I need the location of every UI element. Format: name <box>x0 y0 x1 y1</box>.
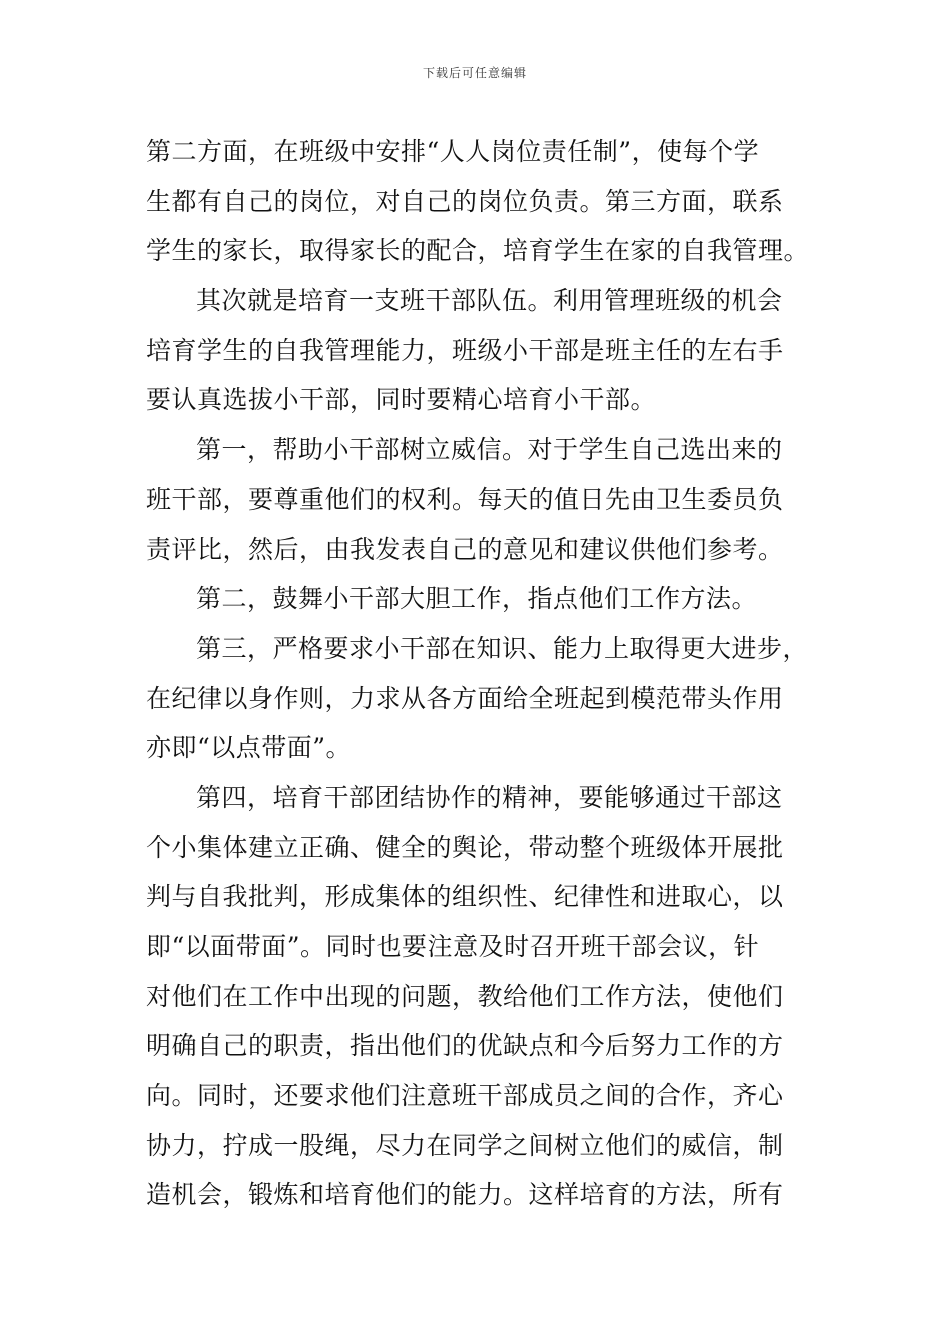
text-line: 责评比，然后，由我发表自己的意见和建议供他们参考。 <box>146 534 784 564</box>
text-line: 向。同时，还要求他们注意班干部成员之间的合作，齐心 <box>146 1081 784 1111</box>
paragraph-first-line: 第二，鼓舞小干部大胆工作，指点他们工作方法。 <box>196 584 758 614</box>
text-line: 生都有自己的岗位，对自己的岗位负责。第三方面，联系 <box>146 186 784 216</box>
text-line: 要认真选拔小干部，同时要精心培育小干部。 <box>146 385 657 415</box>
page-header: 下载后可任意编辑 <box>422 66 527 80</box>
text-line: 个小集体建立正确、健全的舆论，带动整个班级体开展批 <box>146 832 784 862</box>
text-line: 对他们在工作中出现的问题，教给他们工作方法，使他们 <box>146 981 784 1011</box>
text-line: 造机会，锻炼和培育他们的能力。这样培育的方法，所有 <box>146 1180 784 1210</box>
paragraph-first-line: 其次就是培育一支班干部队伍。利用管理班级的机会 <box>196 286 783 316</box>
text-line: 亦即“以点带面”。 <box>146 733 352 763</box>
text-line: 培育学生的自我管理能力，班级小干部是班主任的左右手 <box>146 335 784 365</box>
text-line: 判与自我批判，形成集体的组织性、纪律性和进取心，以 <box>146 882 784 912</box>
text-line: 学生的家长，取得家长的配合，培育学生在家的自我管理。 <box>146 236 810 266</box>
text-line: 协力，拧成一股绳，尽力在同学之间树立他们的威信，制 <box>146 1130 784 1160</box>
text-line: 班干部，要尊重他们的权利。每天的值日先由卫生委员负 <box>146 484 784 514</box>
paragraph-first-line: 第四，培育干部团结协作的精神，要能够通过干部这 <box>196 782 783 812</box>
text-line: 即“以面带面”。同时也要注意及时召开班干部会议，针 <box>146 932 760 961</box>
text-line: 明确自己的职责，指出他们的优缺点和今后努力工作的方 <box>146 1031 784 1061</box>
text-line: 在纪律以身作则，力求从各方面给全班起到模范带头作用 <box>146 683 784 713</box>
paragraph-first-line: 第一，帮助小干部树立威信。对于学生自己选出来的 <box>196 435 783 465</box>
text-line: 第二方面，在班级中安排“人人岗位责任制”，使每个学 <box>146 137 760 166</box>
document-body <box>146 127 816 1220</box>
paragraph-first-line: 第三，严格要求小干部在知识、能力上取得更大进步， <box>196 633 809 663</box>
